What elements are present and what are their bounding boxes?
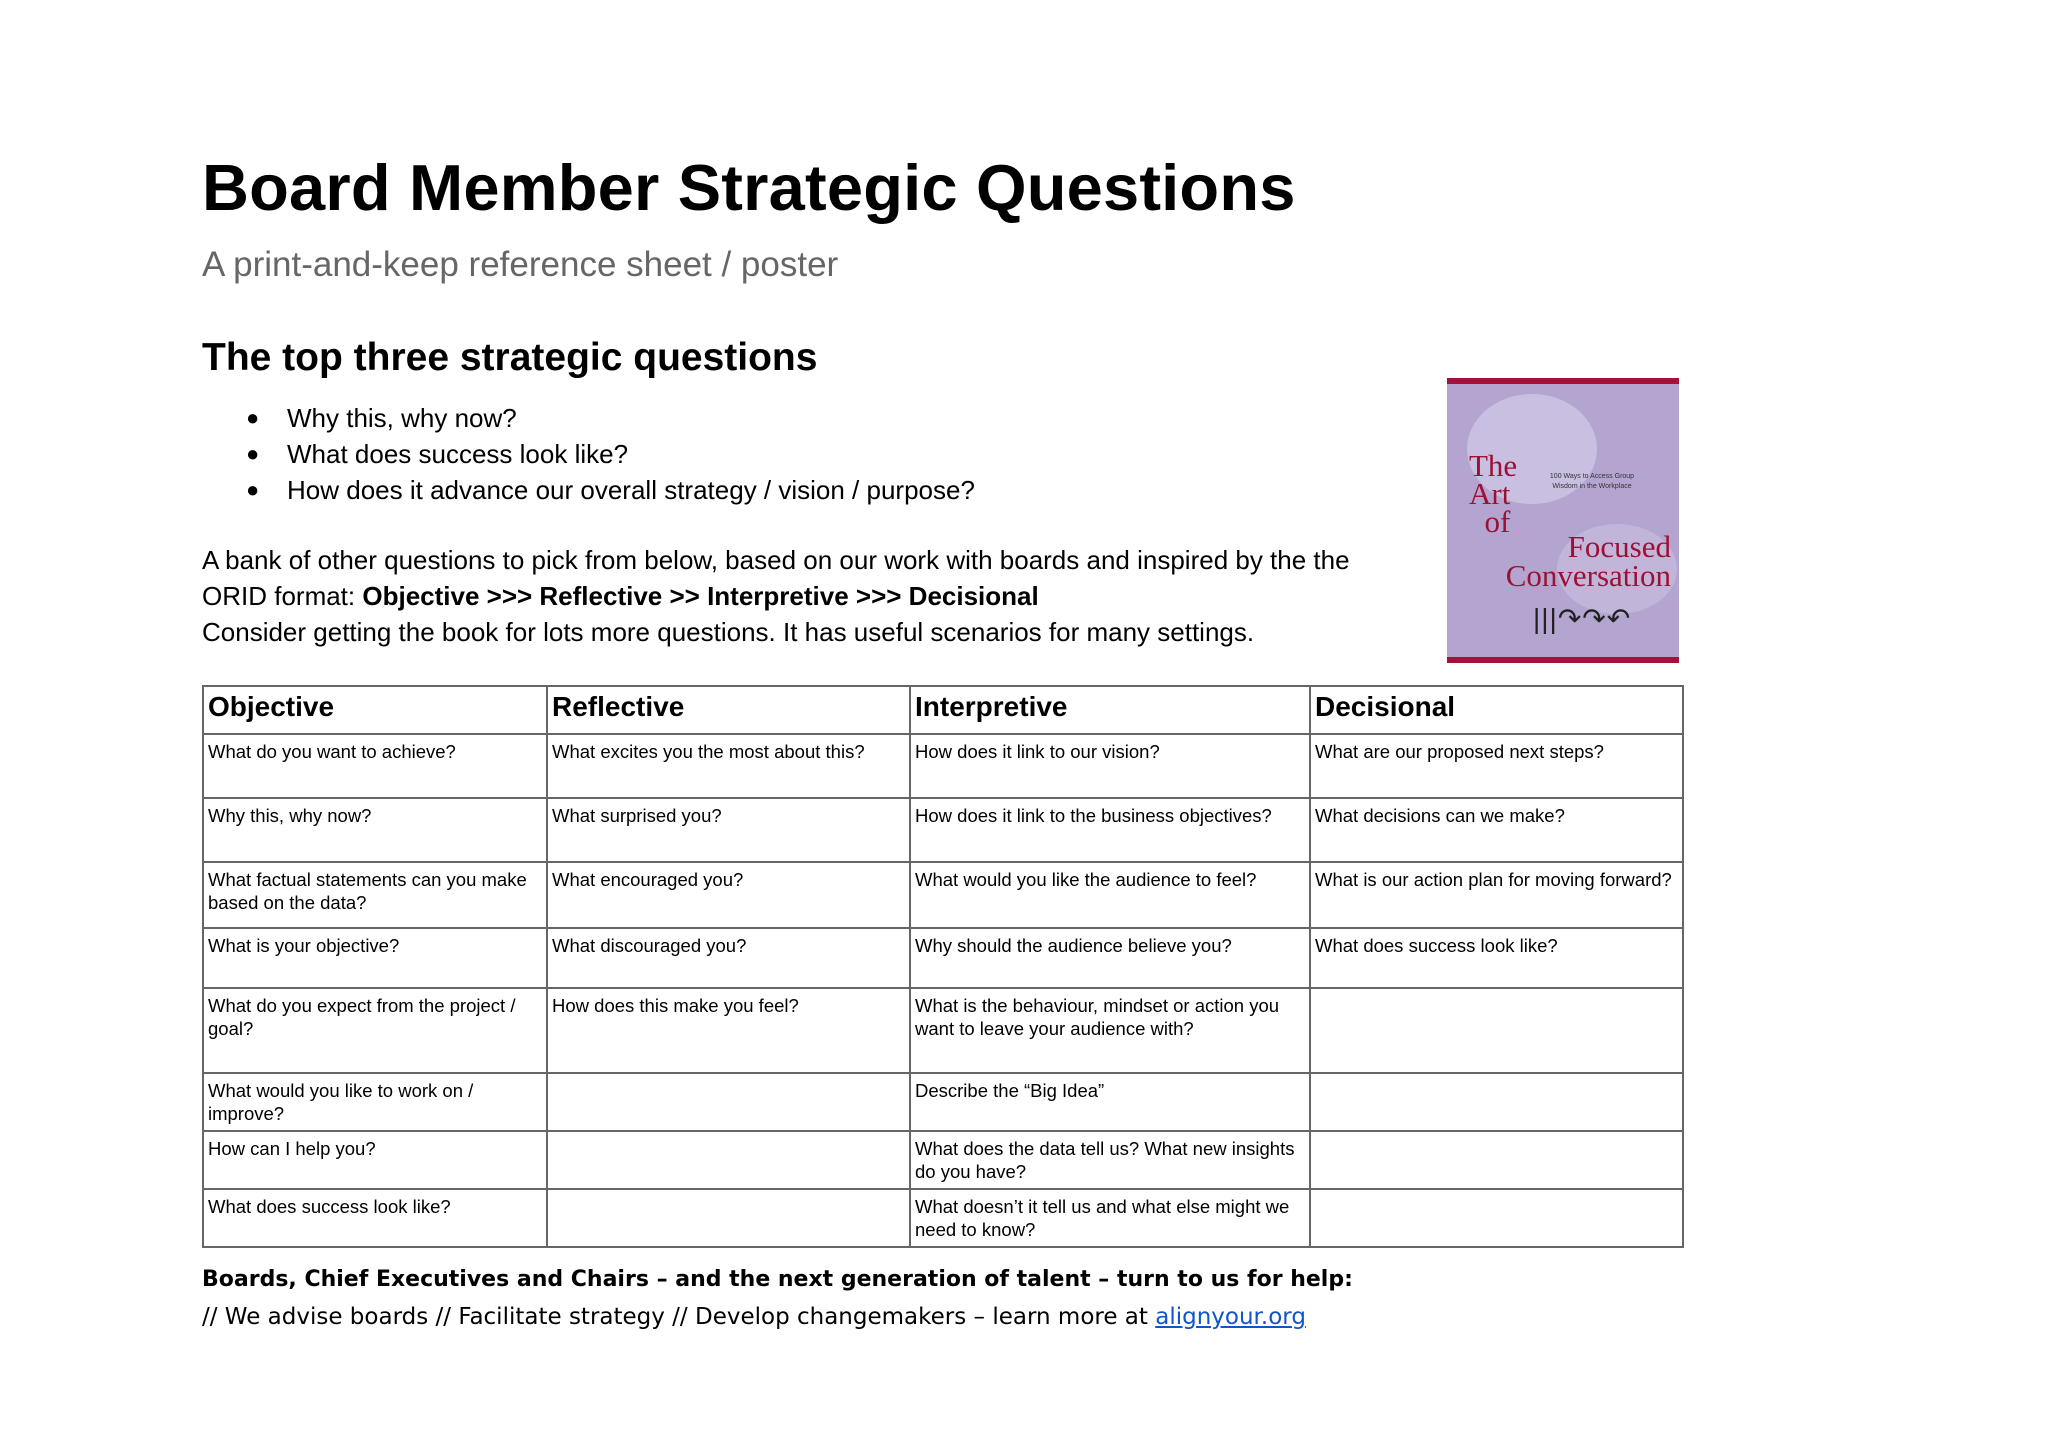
table-cell: What discouraged you? bbox=[547, 928, 910, 988]
table-cell: How does this make you feel? bbox=[547, 988, 910, 1073]
table-cell: How does it link to our vision? bbox=[910, 734, 1310, 798]
top-questions-list bbox=[202, 400, 975, 508]
table-cell: How can I help you? bbox=[203, 1131, 547, 1189]
list-item-text: How does it advance our overall strategy / vision / purpose? bbox=[287, 475, 975, 505]
table-cell: What does the data tell us? What new insights do you have? bbox=[910, 1131, 1310, 1189]
table-cell: Describe the “Big Idea” bbox=[910, 1073, 1310, 1131]
table-cell bbox=[1310, 988, 1683, 1073]
page-subtitle: A print-and-keep reference sheet / poster bbox=[202, 245, 839, 284]
orid-prefix: ORID format: bbox=[202, 581, 363, 611]
column-header: Decisional bbox=[1310, 686, 1683, 734]
table-cell: What is your objective? bbox=[203, 928, 547, 988]
book-title-main: Focused Conversation bbox=[1505, 529, 1671, 593]
list-item bbox=[202, 400, 975, 436]
table-cell: How does it link to the business objectives? bbox=[910, 798, 1310, 862]
table-cell: What do you want to achieve? bbox=[203, 734, 547, 798]
table-cell bbox=[547, 1131, 910, 1189]
book-tagline: 100 Ways to Access Group Wisdom in the Workplace bbox=[1549, 473, 1635, 490]
bullet-icon: ● bbox=[246, 441, 260, 466]
bullet-icon: ● bbox=[246, 405, 260, 430]
table-cell: What excites you the most about this? bbox=[547, 734, 910, 798]
footer-services bbox=[202, 1304, 1306, 1330]
intro-line-2 bbox=[202, 578, 1402, 614]
table-cell bbox=[1310, 1073, 1683, 1131]
page-title: Board Member Strategic Questions bbox=[202, 151, 1296, 224]
column-header: Objective bbox=[203, 686, 547, 734]
section-heading: The top three strategic questions bbox=[202, 336, 818, 379]
table-row bbox=[203, 862, 1683, 928]
list-item bbox=[202, 436, 975, 472]
intro-paragraph bbox=[202, 542, 1402, 650]
table-cell bbox=[1310, 1189, 1683, 1247]
book-cover-image bbox=[1447, 378, 1679, 663]
bullet-icon: ● bbox=[246, 477, 260, 502]
table-row bbox=[203, 1131, 1683, 1189]
table-cell: Why this, why now? bbox=[203, 798, 547, 862]
intro-line-3: Consider getting the book for lots more questions. It has useful scenarios for many settings. bbox=[202, 617, 1255, 647]
table-cell: What would you like to work on / improve? bbox=[203, 1073, 547, 1131]
intro-line-1: A bank of other questions to pick from below, based on our work with boards and inspired by the the bbox=[202, 545, 1350, 575]
table-cell: What does success look like? bbox=[1310, 928, 1683, 988]
table-cell: What are our proposed next steps? bbox=[1310, 734, 1683, 798]
table-row bbox=[203, 928, 1683, 988]
table-row bbox=[203, 988, 1683, 1073]
alignyour-link[interactable]: alignyour.org bbox=[1155, 1304, 1306, 1330]
table-cell: What would you like the audience to feel? bbox=[910, 862, 1310, 928]
list-item-text: What does success look like? bbox=[287, 439, 629, 469]
table-cell: What doesn’t it tell us and what else might we need to know? bbox=[910, 1189, 1310, 1247]
table-row bbox=[203, 1189, 1683, 1247]
list-item-text: Why this, why now? bbox=[287, 403, 517, 433]
table-cell: What is the behaviour, mindset or action you want to leave your audience with? bbox=[910, 988, 1310, 1073]
table-cell: What encouraged you? bbox=[547, 862, 910, 928]
column-header: Reflective bbox=[547, 686, 910, 734]
list-item bbox=[202, 472, 975, 508]
table-cell: What decisions can we make? bbox=[1310, 798, 1683, 862]
table-header-row bbox=[203, 686, 1683, 734]
book-title-top: The Art of bbox=[1469, 448, 1518, 539]
orid-questions-table bbox=[202, 685, 1684, 1248]
table-cell: What surprised you? bbox=[547, 798, 910, 862]
footer-services-text: // We advise boards // Facilitate strategy // Develop changemakers – learn more at bbox=[202, 1304, 1156, 1330]
table-row bbox=[203, 734, 1683, 798]
table-cell: What is our action plan for moving forward? bbox=[1310, 862, 1683, 928]
table-cell bbox=[547, 1189, 910, 1247]
table-row bbox=[203, 1073, 1683, 1131]
table-cell: Why should the audience believe you? bbox=[910, 928, 1310, 988]
table-cell bbox=[1310, 1131, 1683, 1189]
orid-format: Objective >>> Reflective >> Interpretive >>> Decisional bbox=[362, 581, 1039, 611]
column-header: Interpretive bbox=[910, 686, 1310, 734]
publisher-logo-icon: |||↷↷↶ bbox=[1533, 603, 1632, 634]
table-cell: What does success look like? bbox=[203, 1189, 547, 1247]
table-row bbox=[203, 798, 1683, 862]
footer-tagline: Boards, Chief Executives and Chairs – and the next generation of talent – turn to us for help: bbox=[202, 1267, 1353, 1292]
table-cell: What do you expect from the project / goal? bbox=[203, 988, 547, 1073]
table-cell: What factual statements can you make based on the data? bbox=[203, 862, 547, 928]
table-cell bbox=[547, 1073, 910, 1131]
